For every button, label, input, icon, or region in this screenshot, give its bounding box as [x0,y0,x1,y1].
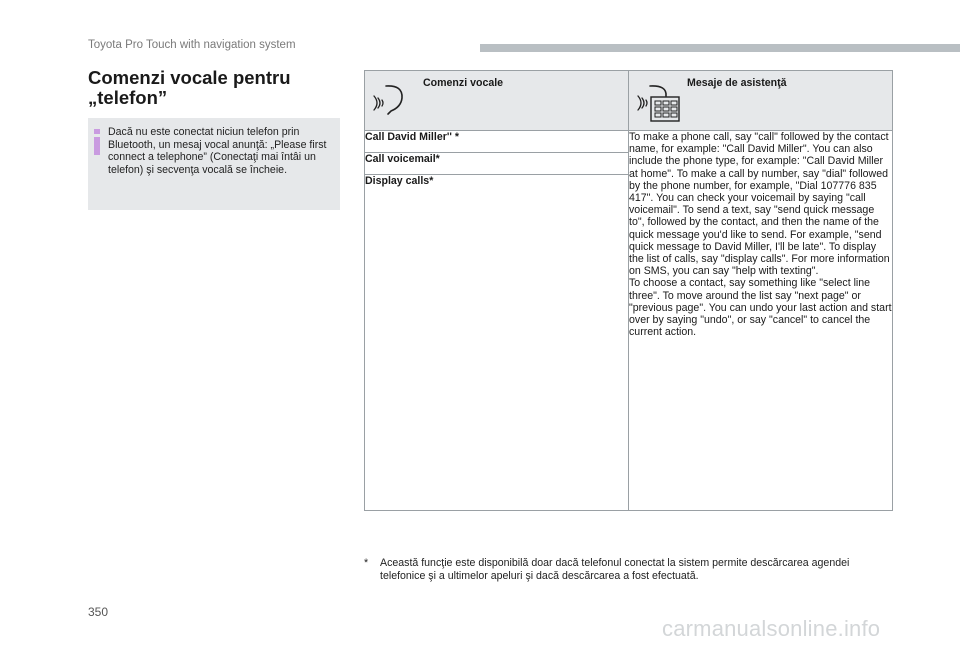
header-rule [480,44,960,52]
info-text: Dacă nu este conectat niciun telefon prin Bluetooth, un mesaj vocal anunţă: „Please first connect a telephone” (Conectaţi mai întâi un telefon) şi secvenţa vocală se încheie. [108,126,327,176]
page-number: 350 [88,605,109,619]
voice-command-icon [373,83,407,117]
voice-commands-table [364,70,893,511]
header-messages-label: Mesaje de asistenţă [687,77,787,89]
footnote-text: Această funcţie este disponibilă doar dacă telefonul conectat la sistem permite descărcarea agendei telefonice şi a ultimelor apeluri şi dacă descărcarea a fost efectuată. [380,557,850,582]
command-call-voicemail: Call voicemail* [365,153,629,175]
assistance-message [629,131,893,511]
header-commands-label: Comenzi vocale [423,77,504,89]
footnote-marker: * [364,557,369,569]
header-messages [629,71,893,131]
table-header-row [365,71,893,131]
header-commands [365,71,629,131]
assistance-message-part-1: To make a phone call, say "call" followed by the contact name, for example: "Call David Miller". You can also include the phone type, for example: "Call David Miller at home". To make a call by number, say "dial" followed by the phone number, for example, "Dial 107776 835 417". You can check your voicemail by saying "call voicemail". To send a text, say "send quick message to", followed by the contact, and then the name of the quick message you'd like to send. For example, "send quick message to David Miller, I'll be late". To display the list of calls, say "display calls". For more information on SMS, you can say "help with texting". [629,131,890,278]
info-box [88,118,340,210]
command-display-calls: Display calls* [365,175,629,511]
voice-assist-screen-icon [637,83,681,123]
command-call-contact: Call David Miller'' * [365,131,629,153]
watermark: carmanualsonline.info [662,616,881,641]
assistance-message-part-2: To choose a contact, say something like "select line three". To move around the list say "next page" or "previous page". You can undo your last action and start over by saying "undo", or say "cancel" to cancel the current action. [629,277,892,339]
running-header: Toyota Pro Touch with navigation system [88,39,296,51]
section-title: Comenzi vocale pentru „telefon” [88,67,291,108]
table-row [365,131,893,153]
info-icon [92,129,102,155]
footnote [364,557,894,583]
